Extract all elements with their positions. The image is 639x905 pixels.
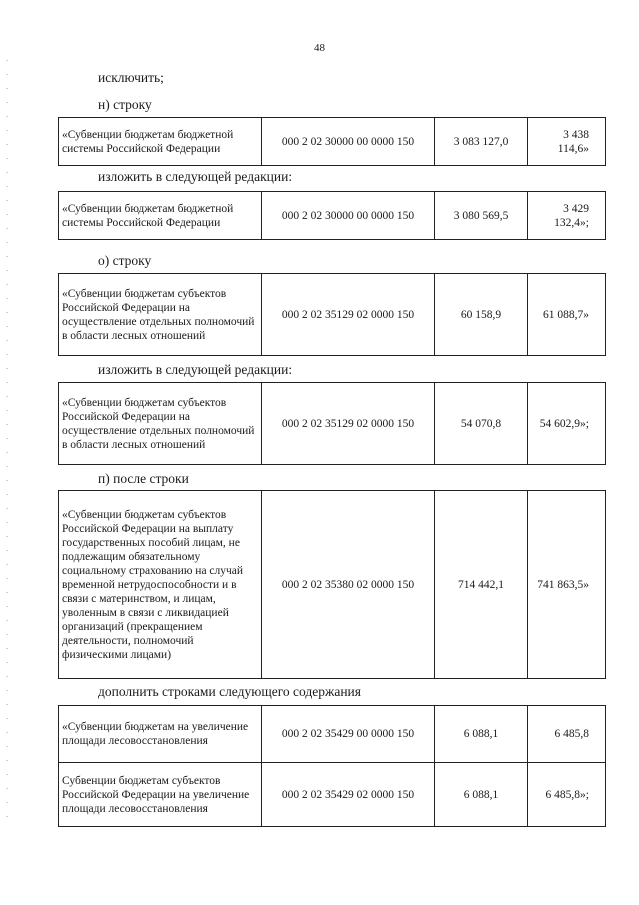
row-name: «Субвенции бюджетам бюджетной системы Российской Федерации	[59, 192, 262, 240]
row-code: 000 2 02 35429 00 0000 150	[262, 706, 435, 763]
row-code: 000 2 02 30000 00 0000 150	[262, 118, 435, 166]
row-code: 000 2 02 35380 02 0000 150	[262, 491, 435, 679]
row-value-1: 3 080 569,5	[435, 192, 528, 240]
row-value-2: 3 438 114,6»	[528, 118, 606, 166]
row-name: «Субвенции бюджетам субъектов Российской Федерации на осуществление отдельных полномочий в области лесных отношений	[59, 274, 262, 356]
row-value-2: 6 485,8	[528, 706, 606, 763]
instruction-n-row: н) строку	[98, 97, 152, 112]
row-value-1: 6 088,1	[435, 706, 528, 763]
page-number: 48	[314, 42, 325, 54]
row-value-1: 54 070,8	[435, 383, 528, 465]
table-row-n-new	[58, 191, 606, 240]
instruction-edit-2: изложить в следующей редакции:	[98, 362, 293, 377]
row-name: «Субвенции бюджетам субъектов Российской Федерации на осуществление отдельных полномочий в области лесных отношений	[59, 383, 262, 465]
row-name: Субвенции бюджетам субъектов Российской Федерации на увеличение площади лесовосстановления	[59, 763, 262, 827]
table-row-p	[58, 490, 606, 679]
row-value-2: 54 602,9»;	[528, 383, 606, 465]
instruction-add-rows: дополнить строками следующего содержания	[98, 684, 361, 699]
scan-edge-dots	[6, 60, 8, 820]
row-value-2: 61 088,7»	[528, 274, 606, 356]
row-value-1: 3 083 127,0	[435, 118, 528, 166]
row-value-1: 714 442,1	[435, 491, 528, 679]
table-row-o-old	[58, 273, 606, 356]
row-name: «Субвенции бюджетам субъектов Российской Федерации на выплату государственных пособий лицам, не подлежащим обязательному социальному страхованию на случай временной нетрудоспособности и в связи с материнством, и лицам, уволенным в связи с ликвидацией организаций (прекращением деятельности, полномочий физическими лицами)	[59, 491, 262, 679]
row-value-2: 741 863,5»	[528, 491, 606, 679]
table-row-o-new	[58, 382, 606, 465]
row-value-1: 60 158,9	[435, 274, 528, 356]
table-rows-added	[58, 705, 606, 827]
row-value-2: 3 429 132,4»;	[528, 192, 606, 240]
row-code: 000 2 02 30000 00 0000 150	[262, 192, 435, 240]
instruction-p-after-row: п) после строки	[98, 471, 189, 486]
row-value-1: 6 088,1	[435, 763, 528, 827]
table-row-n-old	[58, 117, 606, 166]
row-code: 000 2 02 35129 02 0000 150	[262, 383, 435, 465]
row-name: «Субвенции бюджетам на увеличение площади лесовосстановления	[59, 706, 262, 763]
row-code: 000 2 02 35129 02 0000 150	[262, 274, 435, 356]
row-name: «Субвенции бюджетам бюджетной системы Российской Федерации	[59, 118, 262, 166]
instruction-o-row: о) строку	[98, 253, 152, 268]
instruction-edit-1: изложить в следующей редакции:	[98, 169, 293, 184]
instruction-exclude: исключить;	[98, 70, 164, 85]
row-code: 000 2 02 35429 02 0000 150	[262, 763, 435, 827]
row-value-2: 6 485,8»;	[528, 763, 606, 827]
